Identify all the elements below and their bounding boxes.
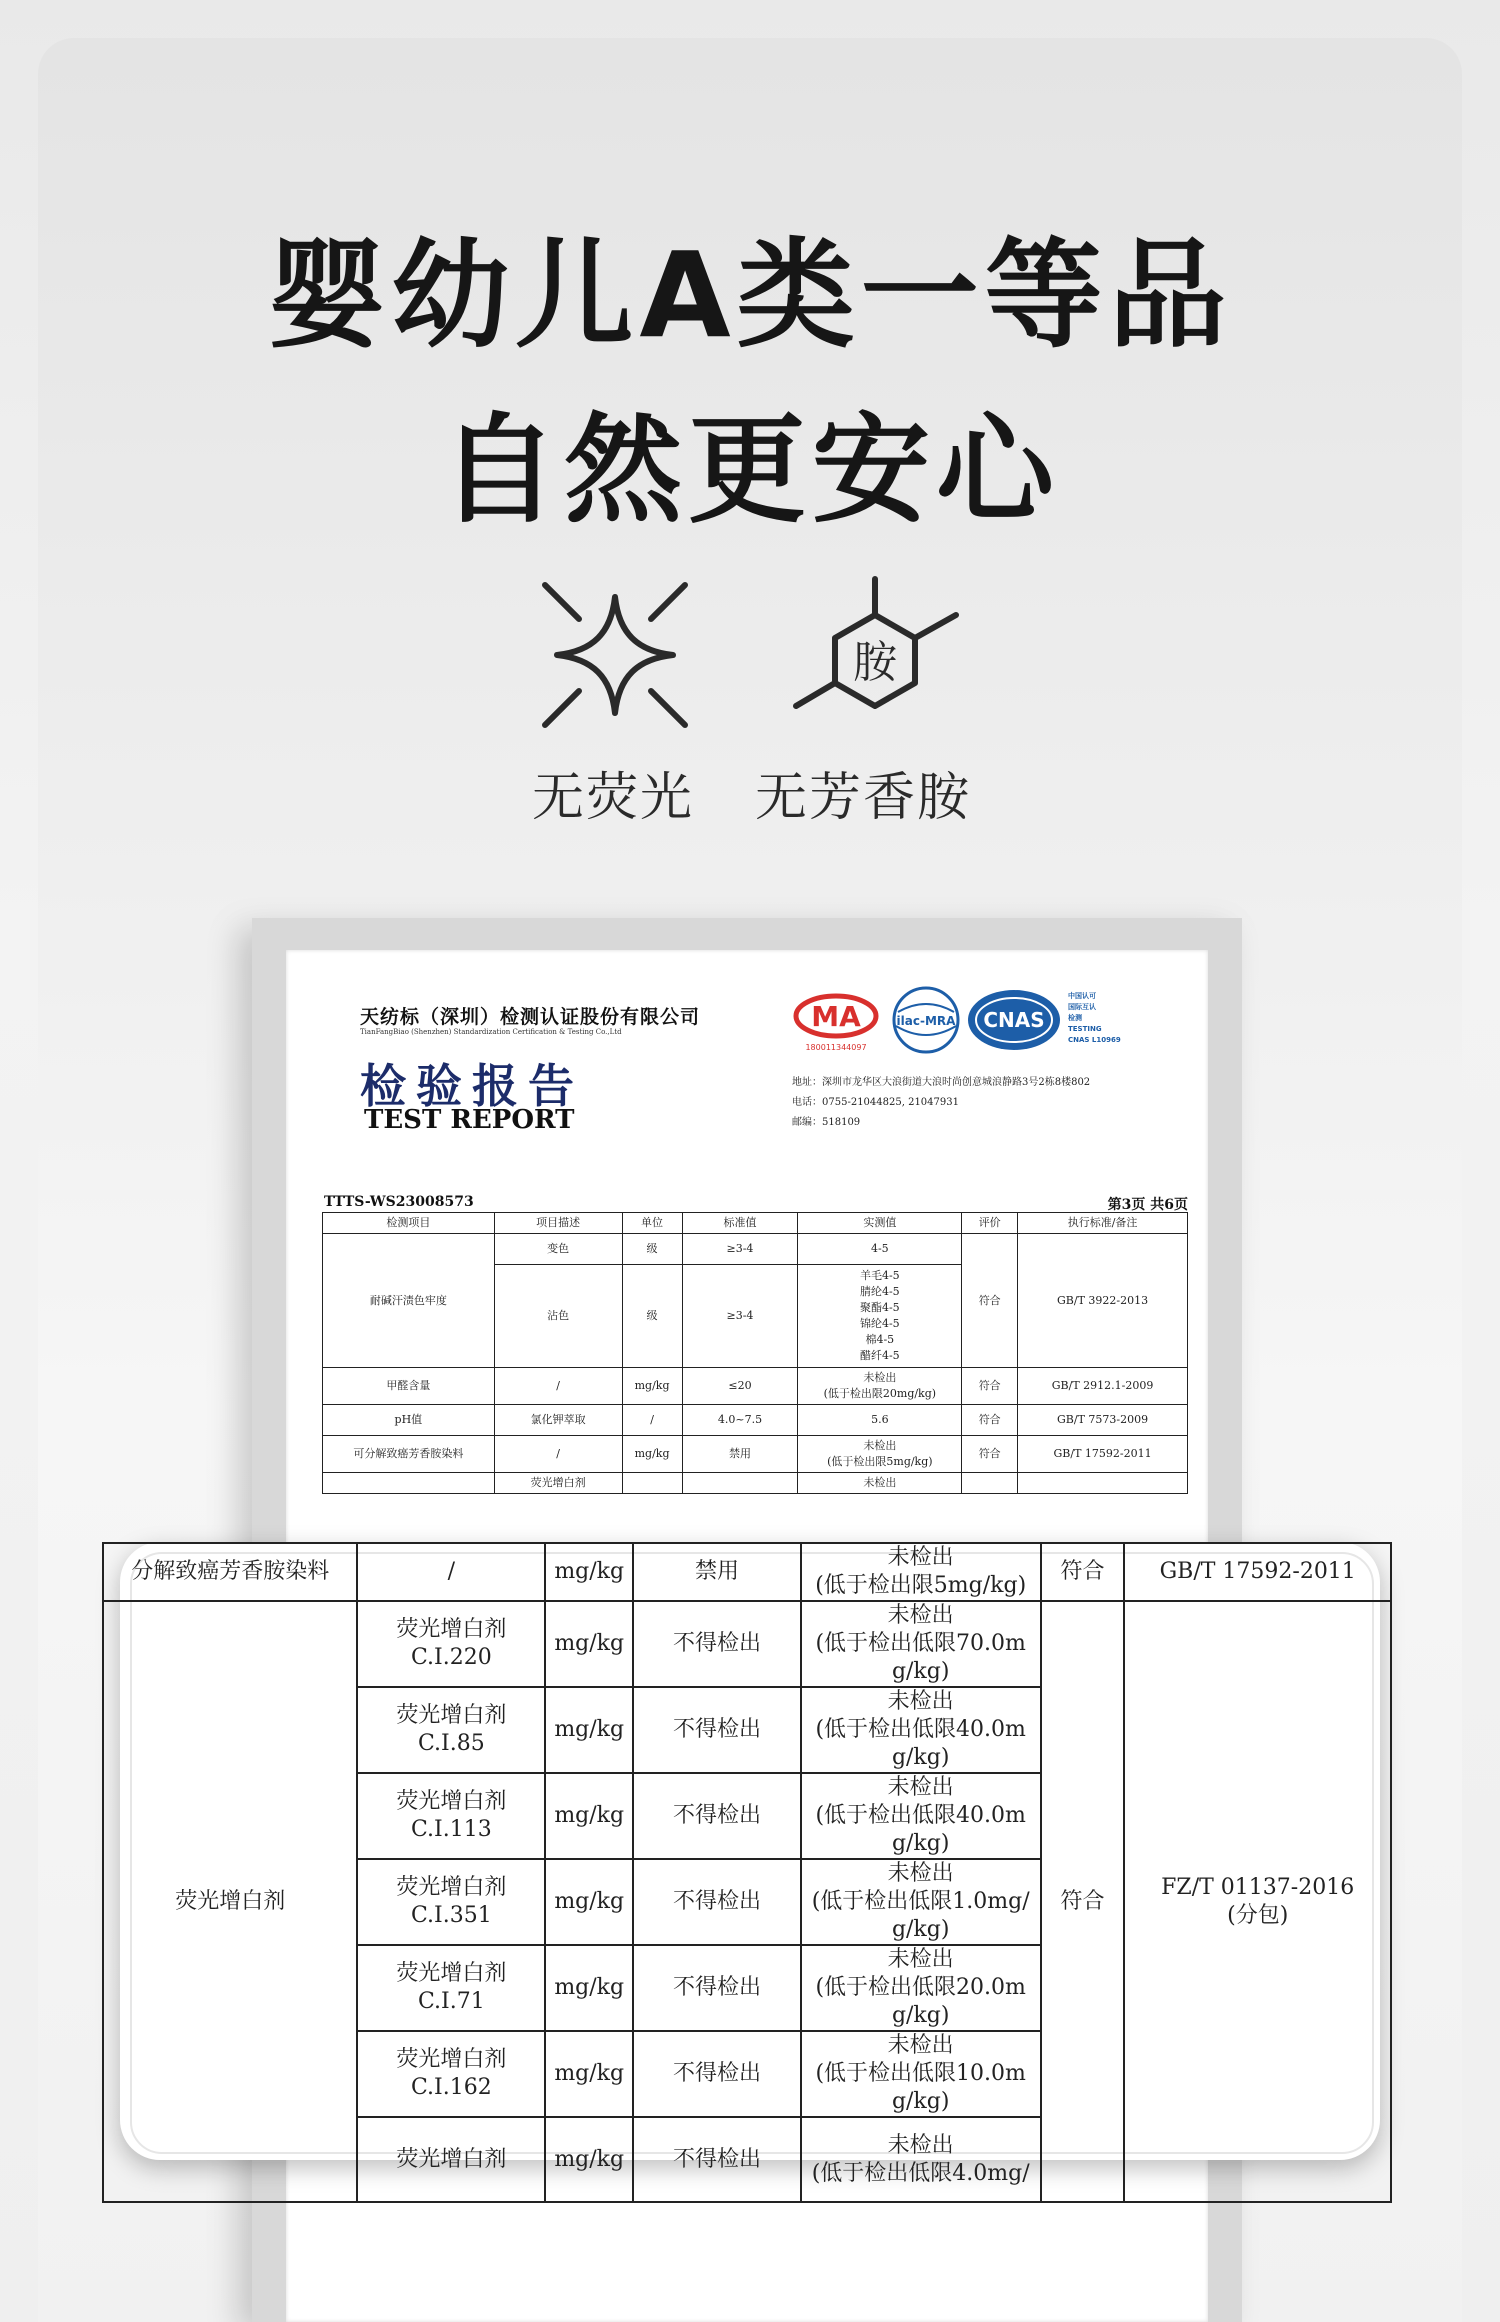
svg-text:CNAS L10969: CNAS L10969 (1068, 1036, 1121, 1044)
svg-text:CNAS: CNAS (983, 1008, 1045, 1032)
table-cell: 甲醛含量 (323, 1368, 495, 1405)
table-cell: 氯化钾萃取 (494, 1405, 622, 1436)
table-cell: 不得检出 (633, 1945, 801, 2031)
table-cell: 荧光增白剂 C.I.113 (357, 1773, 545, 1859)
svg-text:180011344097: 180011344097 (805, 1043, 867, 1052)
zoomed-table (102, 1542, 1392, 2203)
feature-label-no-aromatic-amine: 无芳香胺 (755, 768, 972, 828)
table-cell: 级 (622, 1234, 682, 1265)
ilac-mra-logo (894, 988, 958, 1052)
zoomed-detail-card (120, 1542, 1380, 2186)
table-cell (323, 1473, 495, 1494)
report-title-en: TEST REPORT (364, 1105, 575, 1135)
sparkle-cross-icon (535, 575, 695, 735)
page-number: 第3页 共6页 (1107, 1197, 1188, 1213)
table-cell: ≤20 (682, 1368, 798, 1405)
table-header: 评价 (962, 1213, 1018, 1234)
lab-address: 地址：深圳市龙华区大浪街道大浪时尚创意城浪静路3号2栋8楼802 (792, 1077, 1091, 1088)
svg-text:MA: MA (811, 1000, 861, 1033)
table-cell: ≥3-4 (682, 1234, 798, 1265)
table-row (323, 1436, 1188, 1473)
table-cell: 未检出 (低于检出低限40.0m g/kg) (801, 1687, 1041, 1773)
table-row (103, 1601, 1391, 1687)
amine-icon-text: 胺 (853, 637, 897, 688)
table-cell: mg/kg (545, 1543, 633, 1601)
table-cell: 符合 (962, 1368, 1018, 1405)
lab-contact (792, 1073, 1090, 1133)
table-cell: 未检出 (低于检出低限1.0mg/ g/kg) (801, 1859, 1041, 1945)
table-row (323, 1368, 1188, 1405)
table-cell: 羊毛4-5 腈纶4-5 聚酯4-5 锦纶4-5 棉4-5 醋纤4-5 (798, 1265, 962, 1368)
table-cell: mg/kg (545, 2117, 633, 2202)
table-cell: 荧光增白剂 C.I.71 (357, 1945, 545, 2031)
table-cell: / (622, 1405, 682, 1436)
table-header: 实测值 (798, 1213, 962, 1234)
cma-logo (796, 996, 876, 1052)
table-cell: mg/kg (622, 1368, 682, 1405)
table-cell: GB/T 3922-2013 (1018, 1234, 1188, 1368)
table-cell: 荧光增白剂 C.I.162 (357, 2031, 545, 2117)
table-cell: 未检出 (低于检出低限4.0mg/ (801, 2117, 1041, 2202)
amine-hexagon-icon (790, 575, 950, 735)
table-cell: pH值 (323, 1405, 495, 1436)
table-cell: GB/T 17592-2011 (1018, 1436, 1188, 1473)
svg-text:ilac-MRA: ilac-MRA (896, 1014, 956, 1028)
lab-postcode: 邮编：518109 (792, 1117, 861, 1128)
table-header: 标准值 (682, 1213, 798, 1234)
table-row (323, 1405, 1188, 1436)
report-number: TTTS-WS23008573 (324, 1194, 474, 1210)
table-cell: ≥3-4 (682, 1265, 798, 1368)
svg-text:中国认可: 中国认可 (1068, 992, 1096, 1000)
company-name-en: TianFangBiao (Shenzhen) Standardization Certification & Testing Co.,Ltd (360, 1028, 622, 1036)
table-header: 单位 (622, 1213, 682, 1234)
report-table (322, 1212, 1188, 1494)
table-cell: / (494, 1368, 622, 1405)
lab-phone: 电话：0755-21044825, 21047931 (792, 1097, 959, 1108)
table-cell: FZ/T 01137-2016 (分包) (1124, 1601, 1391, 2202)
table-cell: 荧光增白剂 C.I.220 (357, 1601, 545, 1687)
table-cell: mg/kg (545, 2031, 633, 2117)
table-cell: 4-5 (798, 1234, 962, 1265)
table-header: 执行标准/备注 (1018, 1213, 1188, 1234)
table-cell: 不得检出 (633, 2117, 801, 2202)
table-header: 项目描述 (494, 1213, 622, 1234)
table-cell: 未检出 (低于检出低限20.0m g/kg) (801, 1945, 1041, 2031)
table-cell: GB/T 7573-2009 (1018, 1405, 1188, 1436)
feature-label-no-fluorescence: 无荧光 (532, 768, 695, 828)
svg-text:检测: 检测 (1068, 1014, 1082, 1022)
table-cell: 不得检出 (633, 1601, 801, 1687)
table-cell: GB/T 17592-2011 (1124, 1543, 1391, 1601)
table-cell: 符合 (1041, 1601, 1125, 2202)
company-name: 天纺标（深圳）检测认证股份有限公司 (360, 1006, 701, 1028)
table-cell (622, 1473, 682, 1494)
table-cell: 不得检出 (633, 2031, 801, 2117)
table-cell: 不得检出 (633, 1859, 801, 1945)
table-row (323, 1473, 1188, 1494)
table-cell: 4.0~7.5 (682, 1405, 798, 1436)
table-row (323, 1234, 1188, 1265)
table-header: 检测项目 (323, 1213, 495, 1234)
table-cell: 禁用 (633, 1543, 801, 1601)
cnas-logo (968, 990, 1060, 1050)
table-cell: 荧光增白剂 (494, 1473, 622, 1494)
table-row (103, 1543, 1391, 1601)
table-cell: 符合 (962, 1234, 1018, 1368)
table-cell: mg/kg (545, 1687, 633, 1773)
table-cell: 荧光增白剂 (357, 2117, 545, 2202)
table-cell: / (357, 1543, 545, 1601)
table-cell: 未检出 (低于检出限5mg/kg) (801, 1543, 1041, 1601)
headline-line2: 自然更安心 (439, 401, 1060, 539)
table-cell: 禁用 (682, 1436, 798, 1473)
table-cell: 可分解致癌芳香胺染料 (323, 1436, 495, 1473)
table-cell: mg/kg (622, 1436, 682, 1473)
table-cell: 级 (622, 1265, 682, 1368)
table-cell (682, 1473, 798, 1494)
table-cell: 荧光增白剂 C.I.351 (357, 1859, 545, 1945)
svg-text:国际互认: 国际互认 (1068, 1003, 1096, 1011)
table-cell: / (494, 1436, 622, 1473)
table-cell: 不得检出 (633, 1687, 801, 1773)
table-cell: mg/kg (545, 1945, 633, 2031)
table-cell: 5.6 (798, 1405, 962, 1436)
table-cell: 耐碱汗渍色牢度 (323, 1234, 495, 1368)
table-cell: mg/kg (545, 1773, 633, 1859)
table-cell: 分解致癌芳香胺染料 (103, 1543, 357, 1601)
cnas-side-text (1068, 991, 1121, 1044)
table-cell: 未检出 (798, 1473, 962, 1494)
table-cell: 荧光增白剂 (103, 1601, 357, 2202)
table-cell: 未检出 (低于检出低限70.0m g/kg) (801, 1601, 1041, 1687)
table-cell: 荧光增白剂 C.I.85 (357, 1687, 545, 1773)
table-cell (1018, 1473, 1188, 1494)
table-cell (962, 1473, 1018, 1494)
table-cell: 符合 (962, 1405, 1018, 1436)
table-cell: 未检出 (低于检出限20mg/kg) (798, 1368, 962, 1405)
svg-text:TESTING: TESTING (1068, 1025, 1102, 1033)
certification-logos (792, 986, 1192, 1056)
table-cell: 未检出 (低于检出低限40.0m g/kg) (801, 1773, 1041, 1859)
table-cell: mg/kg (545, 1859, 633, 1945)
table-cell: mg/kg (545, 1601, 633, 1687)
table-cell: 沾色 (494, 1265, 622, 1368)
table-cell: 未检出 (低于检出低限10.0m g/kg) (801, 2031, 1041, 2117)
report-title-cn: 检验报告 (360, 1059, 584, 1113)
table-cell: 未检出 (低于检出限5mg/kg) (798, 1436, 962, 1473)
headline-line1: 婴幼儿A类一等品 (267, 226, 1233, 364)
table-cell: 不得检出 (633, 1773, 801, 1859)
table-cell: 符合 (962, 1436, 1018, 1473)
table-header-row (323, 1213, 1188, 1234)
table-cell: 变色 (494, 1234, 622, 1265)
table-cell: GB/T 2912.1-2009 (1018, 1368, 1188, 1405)
table-cell: 符合 (1041, 1543, 1125, 1601)
